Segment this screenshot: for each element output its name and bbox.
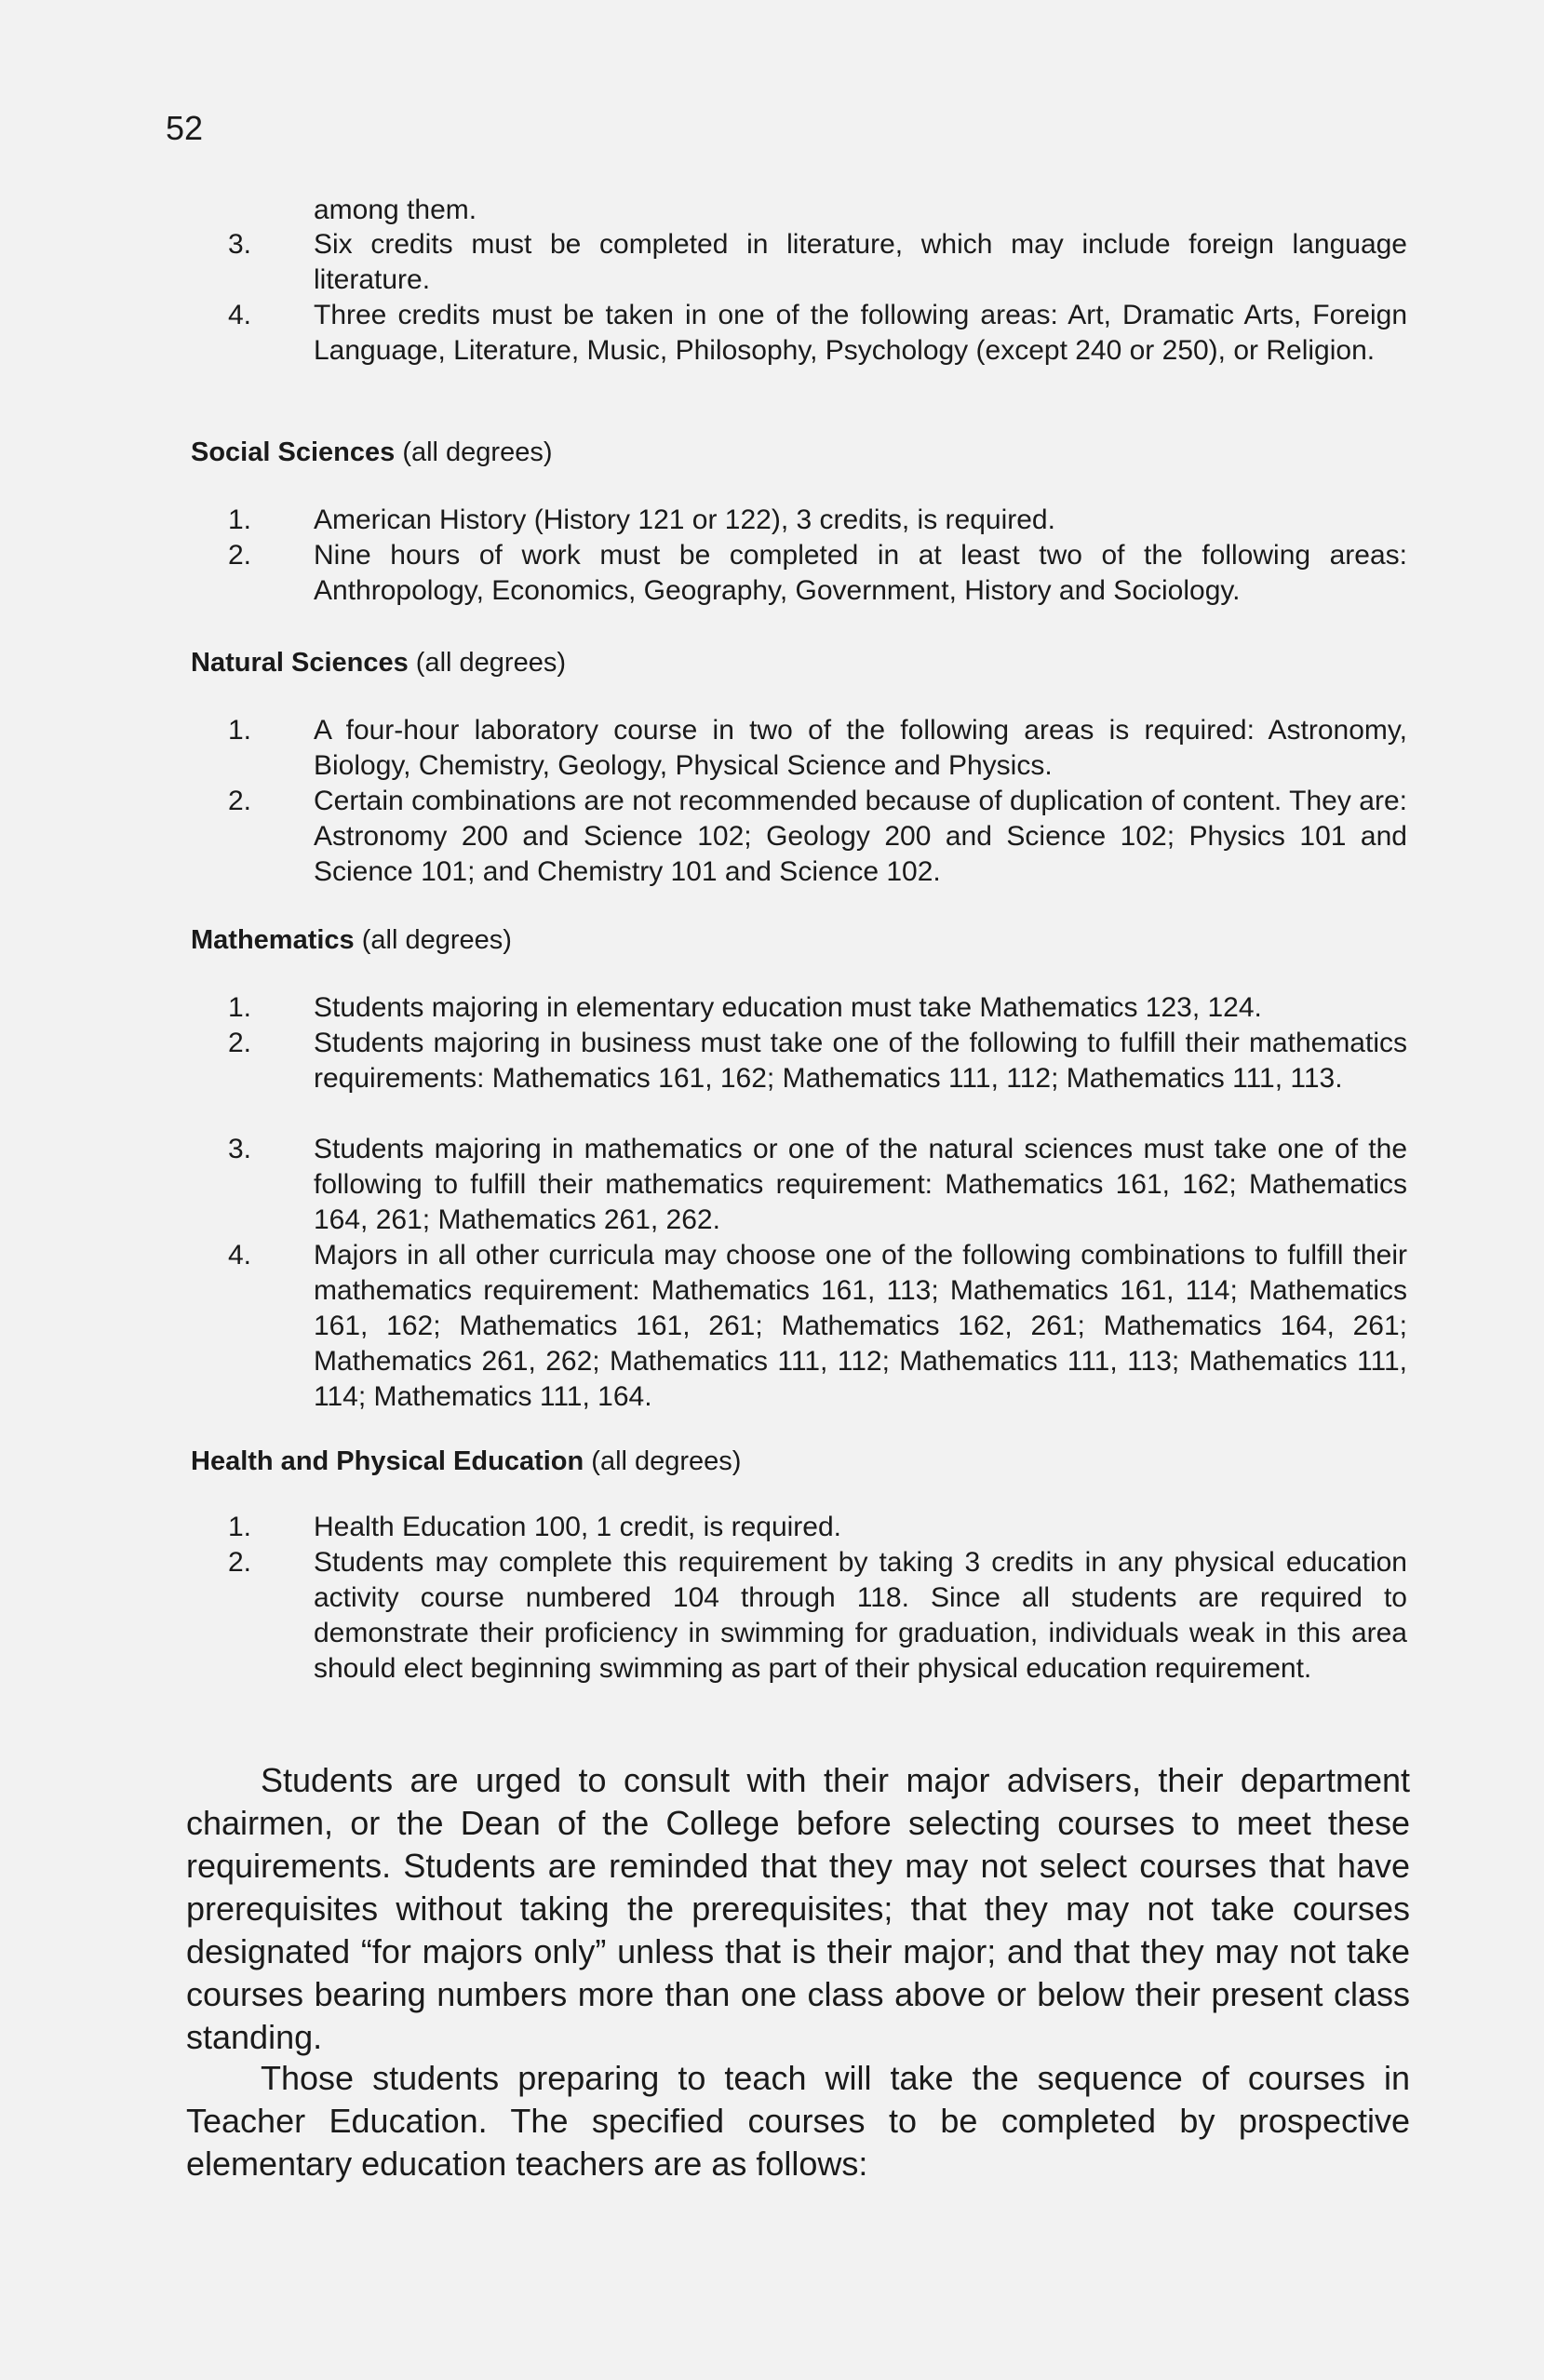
section-title: Health and Physical Education: [191, 1446, 584, 1476]
list-item: [191, 538, 1410, 609]
section-qualifier: (all degrees): [361, 925, 512, 955]
list-item: [191, 1238, 1410, 1415]
list-item-text: American History (History 121 or 122), 3 credits, is required.: [314, 504, 1055, 535]
list-item-number: 3.: [228, 1134, 252, 1164]
list-item-text: Nine hours of work must be completed in at least two of the following areas: Anthropology, Economics, Geography, Government, History and Sociology.: [314, 540, 1407, 606]
list-item-number: 1.: [228, 1512, 252, 1542]
list-item-text: Students may complete this requirement by taking 3 credits in any physical education activity course numbered 104 through 118. Since all students are required to demonstrate their proficiency in swimming for graduation, individuals weak in this area should elect beginning swimming as part of their physical education requirement.: [314, 1547, 1407, 1684]
section-heading-natural-sciences: [191, 646, 566, 679]
list-item-text: Students majoring in business must take one of the following to fulfill their mathematics requirements: Mathematics 161, 162; Mathematics 111, 112; Mathematics 111, 113.: [314, 1028, 1407, 1094]
list-item-number: 1.: [228, 715, 252, 746]
list-item-text: Six credits must be completed in literature, which may include foreign language literature.: [314, 229, 1407, 295]
body-paragraph: Students are urged to consult with their major advisers, their department chairmen, or the Dean of the College before selecting courses to meet these requirements. Students are reminded that they may not select courses that have prerequisites without taking the prerequisites; that they may not take courses designated “for majors only” unless that is their major; and that they may not take courses bearing numbers more than one class above or below their present class standing.: [186, 1761, 1410, 2056]
section-heading-health-physical-education: [191, 1445, 741, 1478]
list-item-number: 3.: [228, 229, 252, 260]
list-item-number: 2.: [228, 1547, 252, 1578]
list-item-text: Students majoring in elementary education must take Mathematics 123, 124.: [314, 992, 1262, 1023]
list-item-number: 1.: [228, 504, 252, 535]
section-title: Mathematics: [191, 925, 355, 955]
list-item-number: 4.: [228, 300, 252, 330]
list-item-number: 2.: [228, 1028, 252, 1058]
section-qualifier: (all degrees): [415, 648, 566, 678]
section-heading-mathematics: [191, 923, 512, 957]
list-item: [191, 1132, 1410, 1238]
list-item-text: A four-hour laboratory course in two of the following areas is required: Astronomy, Biology, Chemistry, Geology, Physical Science and Physics.: [314, 715, 1407, 781]
intro-fragment: among them.: [314, 195, 477, 225]
list-item-text: Three credits must be taken in one of the following areas: Art, Dramatic Arts, Foreign Language, Literature, Music, Philosophy, Psychology (except 240 or 250), or Religion.: [314, 300, 1407, 366]
list-item: [191, 1026, 1410, 1132]
section-qualifier: (all degrees): [591, 1446, 742, 1476]
list-item-text: Students majoring in mathematics or one of the natural sciences must take one of the following to fulfill their mathematics requirement: Mathematics 161, 162; Mathematics 164, 261; Mathematics 261, 262.: [314, 1134, 1407, 1235]
list-item: [191, 503, 1410, 538]
list-item-text: Certain combinations are not recommended because of duplication of content. They are: Astronomy 200 and Science 102; Geology 200 and Science 102; Physics 101 and Science 101; and Chemistry 101 and Science 102.: [314, 786, 1407, 887]
list-item-number: 2.: [228, 786, 252, 816]
list-item-number: 1.: [228, 992, 252, 1023]
section-title: Natural Sciences: [191, 648, 409, 678]
list-item: [191, 298, 1410, 404]
list-item: [191, 784, 1410, 890]
list-item-text: Health Education 100, 1 credit, is required.: [314, 1512, 841, 1542]
list-item: [191, 990, 1410, 1026]
section-title: Social Sciences: [191, 437, 396, 467]
section-qualifier: (all degrees): [402, 437, 553, 467]
list-item-text: Majors in all other curricula may choose one of the following combinations to fulfill their mathematics requirement: Mathematics 161, 113; Mathematics 161, 114; Mathematics 161, 162; Mathematics 161, 261; Mathematics 162, 261; Mathematics 164, 261; Mathematics 261, 262; Mathematics 111, 112; Mathematics 111, 113; Mathematics 111, 114; Mathematics 111, 164.: [314, 1240, 1407, 1412]
list-item: [191, 1510, 1410, 1545]
page-number: 52: [166, 109, 204, 147]
list-item: [191, 713, 1410, 784]
list-item: [191, 1545, 1410, 1722]
list-item-number: 4.: [228, 1240, 252, 1271]
list-item: [191, 227, 1410, 298]
body-paragraph: Those students preparing to teach will take the sequence of courses in Teacher Education. The specified courses to be completed by prospective elementary education teachers are as follows:: [186, 2059, 1410, 2183]
list-item-number: 2.: [228, 540, 252, 571]
section-heading-social-sciences: [191, 436, 553, 469]
